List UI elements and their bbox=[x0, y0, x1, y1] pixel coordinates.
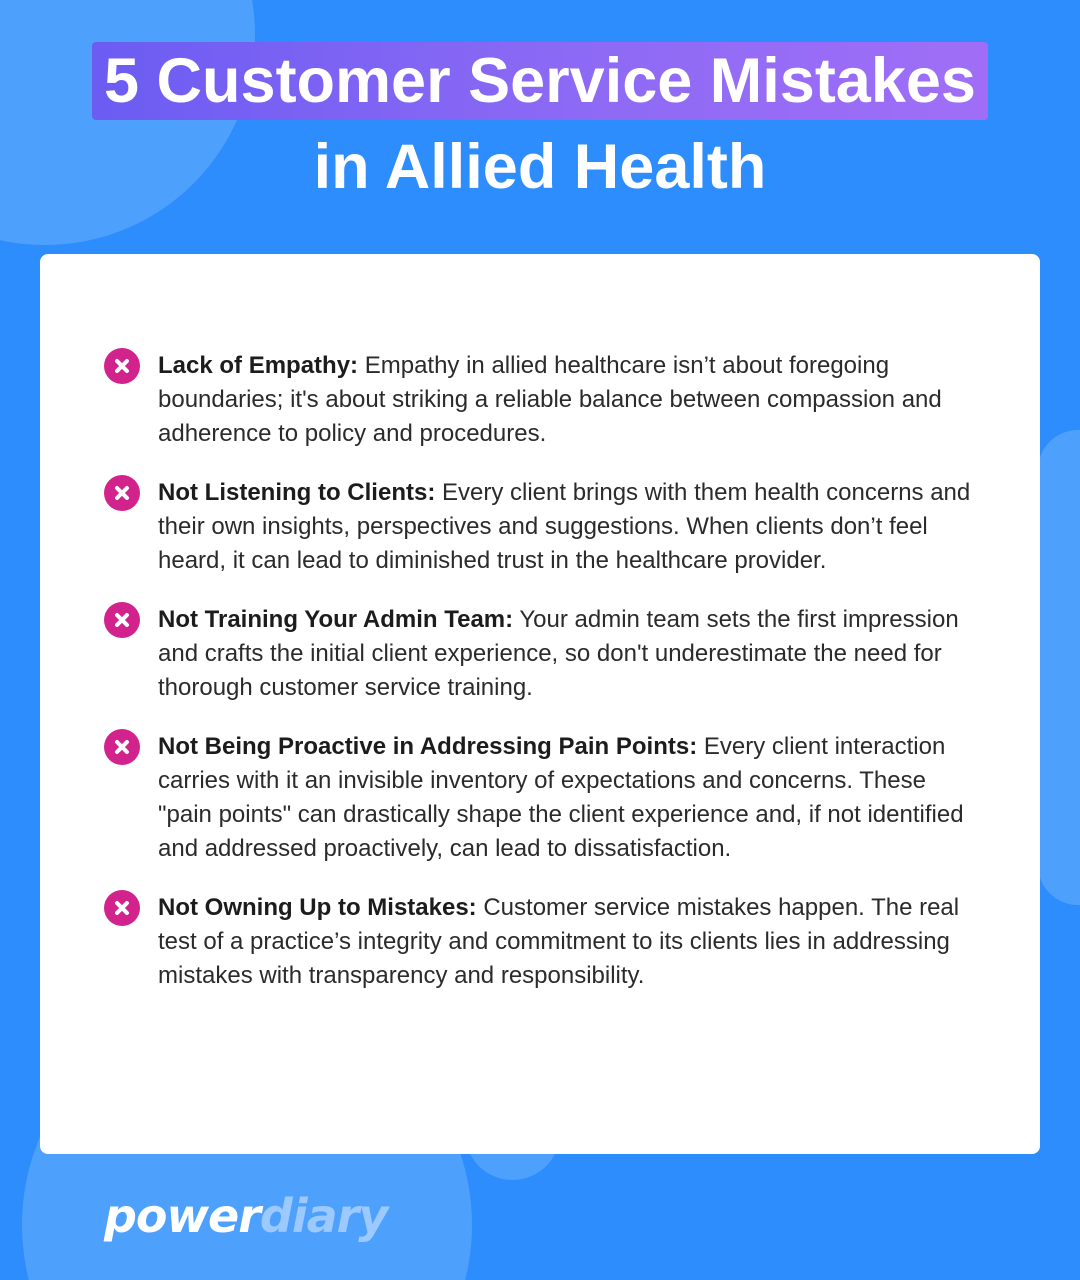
background-shape bbox=[1038, 430, 1080, 905]
list-item-body: Customer service mistakes happen. The real test of a practice’s integrity and commitment to its clients lies in addressing mistakes with transparency and responsibility. bbox=[158, 894, 960, 989]
list-item-text bbox=[158, 603, 978, 705]
list-item-title: Not Being Proactive in Addressing Pain Points: bbox=[158, 733, 698, 760]
list-item-text bbox=[158, 476, 978, 578]
list-item bbox=[104, 603, 984, 705]
list-item-text bbox=[158, 891, 978, 993]
title-line-2: in Allied Health bbox=[313, 132, 767, 202]
list-item-body: Every client brings with them health concerns and their own insights, perspectives and suggestions. When clients don’t feel heard, it can lead to diminished trust in the healthcare provider. bbox=[158, 479, 971, 574]
content-card bbox=[40, 254, 1040, 1154]
page-title bbox=[0, 42, 1080, 207]
close-circle-icon bbox=[104, 602, 140, 638]
list-item bbox=[104, 349, 984, 451]
title-line-1: 5 Customer Service Mistakes bbox=[92, 42, 988, 120]
list-item-text bbox=[158, 730, 978, 866]
close-circle-icon bbox=[104, 348, 140, 384]
list-item bbox=[104, 730, 984, 866]
list-item bbox=[104, 891, 984, 993]
list-item-title: Lack of Empathy: bbox=[158, 352, 359, 379]
mistakes-list bbox=[104, 349, 984, 1018]
logo-part-1: power bbox=[104, 1189, 260, 1243]
list-item-title: Not Owning Up to Mistakes: bbox=[158, 894, 477, 921]
list-item-body: Every client interaction carries with it an invisible inventory of expectations and concerns. These "pain points" can drastically shape the client experience and, if not identified and addressed proactively, can lead to dissatisfaction. bbox=[158, 733, 964, 862]
list-item bbox=[104, 476, 984, 578]
close-circle-icon bbox=[104, 729, 140, 765]
list-item-title: Not Training Your Admin Team: bbox=[158, 606, 514, 633]
logo-part-2: diary bbox=[259, 1189, 388, 1243]
close-circle-icon bbox=[104, 475, 140, 511]
list-item-title: Not Listening to Clients: bbox=[158, 479, 436, 506]
list-item-body: Empathy in allied healthcare isn’t about foregoing boundaries; it's about striking a reliable balance between compassion and adherence to policy and procedures. bbox=[158, 352, 942, 447]
list-item-text bbox=[158, 349, 978, 451]
close-circle-icon bbox=[104, 890, 140, 926]
list-item-body: Your admin team sets the first impression and crafts the initial client experience, so don't underestimate the need for thorough customer service training. bbox=[158, 606, 959, 701]
powerdiary-logo bbox=[104, 1188, 387, 1244]
